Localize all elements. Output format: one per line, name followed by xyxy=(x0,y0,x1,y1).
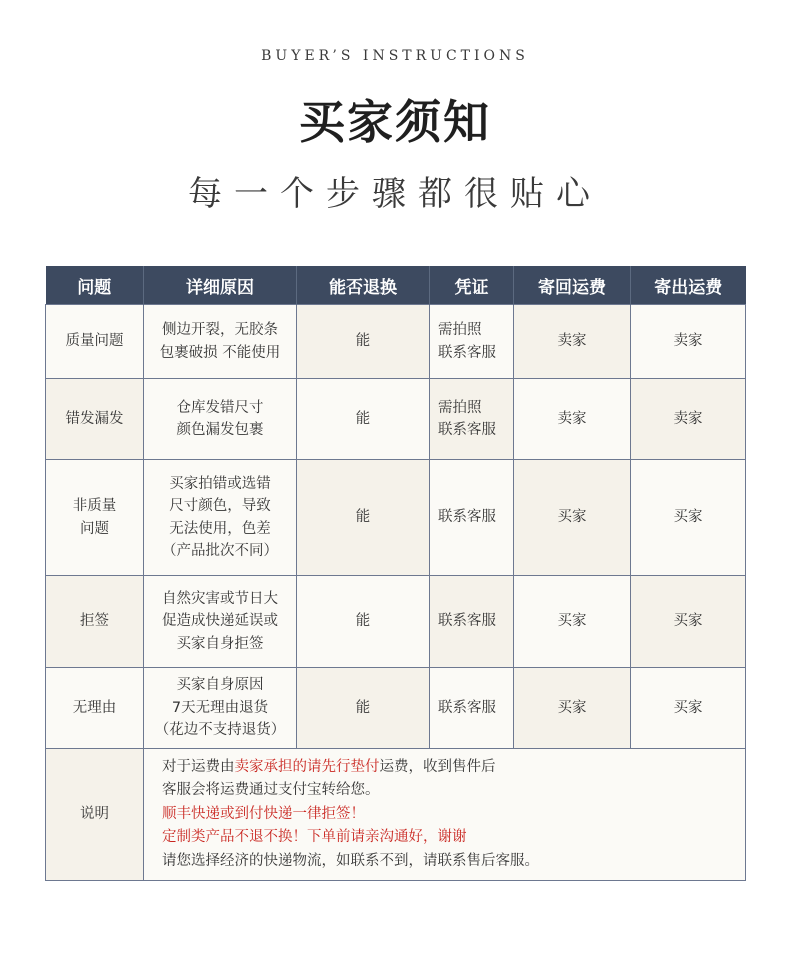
note-line: 请您选择经济的快递物流，如联系不到，请联系售后客服。 xyxy=(162,852,539,869)
column-header: 寄回运费 xyxy=(514,266,631,305)
note-label-cell: 说明 xyxy=(46,749,144,881)
proof-cell: 联系客服 xyxy=(430,576,514,668)
note-line-warning: 定制类产品不退不换！下单前请亲沟通好，谢谢 xyxy=(162,829,467,846)
issue-cell: 错发漏发 xyxy=(46,379,144,460)
column-header: 寄出运费 xyxy=(631,266,746,305)
subtitle-en: BUYER’S INSTRUCTIONS xyxy=(261,48,529,64)
reason-cell: 买家自身原因 7天无理由退货 （花边不支持退货） xyxy=(144,668,297,749)
column-header: 问题 xyxy=(46,266,144,305)
note-row xyxy=(46,749,746,881)
table-row xyxy=(46,379,746,460)
issue-cell: 无理由 xyxy=(46,668,144,749)
table-row xyxy=(46,305,746,379)
subtitle-cn: 每一个步骤都很贴心 xyxy=(188,174,602,214)
return-fee-cell: 买家 xyxy=(514,576,631,668)
return-fee-cell: 卖家 xyxy=(514,305,631,379)
table-row xyxy=(46,668,746,749)
table-row xyxy=(46,576,746,668)
returnable-cell: 能 xyxy=(297,379,430,460)
return-fee-cell: 卖家 xyxy=(514,379,631,460)
issue-cell: 拒签 xyxy=(46,576,144,668)
send-fee-cell: 买家 xyxy=(631,668,746,749)
reason-cell: 侧边开裂，无胶条 包裹破损 不能使用 xyxy=(144,305,297,379)
reason-cell: 买家拍错或选错 尺寸颜色，导致 无法使用，色差 （产品批次不同） xyxy=(144,460,297,576)
column-header: 能否退换 xyxy=(297,266,430,305)
table-row xyxy=(46,460,746,576)
send-fee-cell: 买家 xyxy=(631,576,746,668)
send-fee-cell: 买家 xyxy=(631,460,746,576)
returnable-cell: 能 xyxy=(297,460,430,576)
column-header: 凭证 xyxy=(430,266,514,305)
issue-cell: 非质量 问题 xyxy=(46,460,144,576)
column-header: 详细原因 xyxy=(144,266,297,305)
send-fee-cell: 卖家 xyxy=(631,379,746,460)
page-title: 买家须知 xyxy=(299,95,491,149)
reason-cell: 自然灾害或节日大 促造成快递延误或 买家自身拒签 xyxy=(144,576,297,668)
note-line: 对于运费由卖家承担的请先行垫付运费，收到售件后 xyxy=(162,758,496,775)
note-line: 客服会将运费通过支付宝转给您。 xyxy=(162,782,380,799)
returnable-cell: 能 xyxy=(297,668,430,749)
send-fee-cell: 卖家 xyxy=(631,305,746,379)
returnable-cell: 能 xyxy=(297,305,430,379)
table-header-row xyxy=(46,266,746,305)
proof-cell: 需拍照 联系客服 xyxy=(430,305,514,379)
note-content xyxy=(144,749,746,881)
returnable-cell: 能 xyxy=(297,576,430,668)
reason-cell: 仓库发错尺寸 颜色漏发包裹 xyxy=(144,379,297,460)
note-line-warning: 顺丰快递或到付快递一律拒签！ xyxy=(162,805,365,822)
return-fee-cell: 买家 xyxy=(514,460,631,576)
instructions-table xyxy=(45,266,746,881)
return-fee-cell: 买家 xyxy=(514,668,631,749)
proof-cell: 联系客服 xyxy=(430,460,514,576)
proof-cell: 需拍照 联系客服 xyxy=(430,379,514,460)
issue-cell: 质量问题 xyxy=(46,305,144,379)
proof-cell: 联系客服 xyxy=(430,668,514,749)
